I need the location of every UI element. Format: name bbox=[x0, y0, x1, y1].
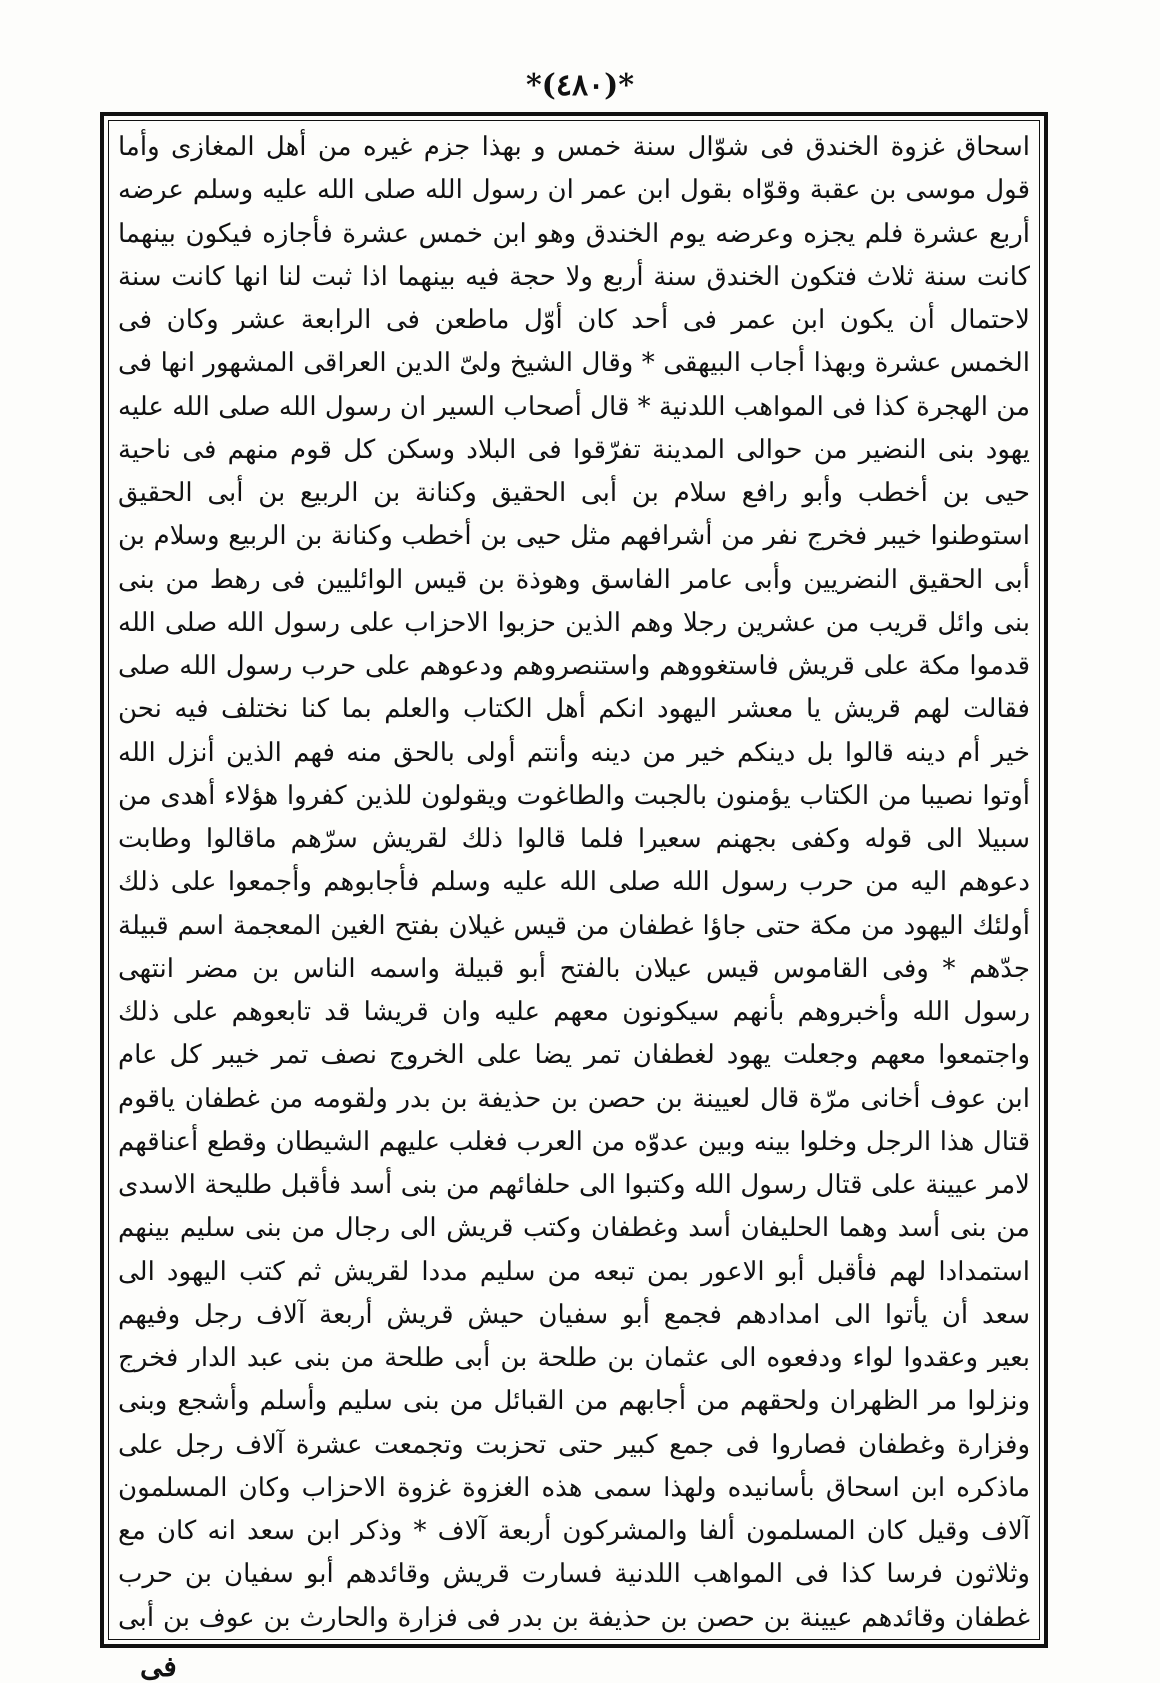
text-line: وثلاثون فرسا كذا فى المواهب اللدنية فسارت قريش وقائدهم أبو سفيان بن حرب bbox=[118, 1559, 1030, 1590]
text-line: بعير وعقدوا لواء ودفعوه الى عثمان بن طلحة بن أبى طلحة من بنى عبد الدار فخرج bbox=[118, 1343, 1030, 1373]
text-line: خير أم دينه قالوا بل دينكم خير من دينه وأنتم أولى بالحق منه فهم الذين أنزل الله bbox=[118, 737, 1030, 768]
text-line: رسول الله وأخبروهم بأنهم سيكونون معهم عليه وان قريشا قد تابعوهم على ذلك bbox=[118, 997, 1030, 1027]
text-line: سعد أن يأتوا الى امدادهم فجمع أبو سفيان حيش قريش أربعة آلاف رجل وفيهم bbox=[118, 1299, 1030, 1330]
page-number: *(٤٨٠)* bbox=[525, 68, 635, 103]
catchword: فى bbox=[140, 1650, 177, 1683]
text-line: كانت سنة ثلاث فتكون الخندق سنة أربع ولا حجة فيه بينهما اذا ثبت لنا انها كانت سنة bbox=[118, 261, 1030, 292]
text-line: جدّهم * وفى القاموس قيس عيلان بالفتح أبو قبيلة واسمه الناس بن مضر انتهى bbox=[118, 953, 1030, 984]
text-line: أربع عشرة فلم يجزه وعرضه يوم الخندق وهو ابن خمس عشرة فأجازه فيكون بينهما bbox=[118, 218, 1030, 249]
text-line: وفزارة وغطفان فصاروا فى جمع كبير حتى تحزبت وتجمعت عشرة آلاف رجل على bbox=[118, 1429, 1030, 1460]
text-line: دعوهم اليه من حرب رسول الله صلى الله عليه وسلم فأجابوهم وأجمعوا على ذلك bbox=[118, 867, 1030, 898]
text-line: من الهجرة كذا فى المواهب اللدنية * قال أصحاب السير ان رسول الله صلى الله عليه bbox=[118, 391, 1030, 422]
text-line: سبيلا الى قوله وكفى بجهنم سعيرا فلما قالوا ذلك لقريش سرّهم ماقالوا وطابت bbox=[118, 824, 1030, 854]
text-line: قدموا مكة على قريش فاستغووهم واستنصروهم ودعوهم على حرب رسول الله صلى bbox=[118, 651, 1030, 681]
text-line: اسحاق غزوة الخندق فى شوّال سنة خمس و بهذا جزم غيره من أهل المغازى وأما bbox=[118, 132, 1030, 162]
text-line: أبى الحقيق النضريين وأبى عامر الفاسق وهوذة بن قيس الوائليين فى رهط من بنى bbox=[118, 564, 1030, 595]
text-line: استوطنوا خيبر فخرج نفر من أشرافهم مثل حيى بن أخطب وكنانة بن الربيع وسلام بن bbox=[118, 521, 1030, 552]
text-line: حيى بن أخطب وأبو رافع سلام بن أبى الحقيق وكنانة بن الربيع بن أبى الحقيق bbox=[118, 478, 1030, 508]
text-line: الخمس عشرة وبهذا أجاب البيهقى * وقال الشيخ ولىّ الدين العراقى المشهور انها فى bbox=[118, 348, 1030, 379]
text-line: قول موسى بن عقبة وقوّاه بقول ابن عمر ان رسول الله صلى الله عليه وسلم عرضه bbox=[118, 175, 1030, 206]
text-line: من بنى أسد وهما الحليفان أسد وغطفان وكتب قريش الى رجال من بنى سليم بينهم bbox=[118, 1213, 1030, 1244]
text-line: يهود بنى النضير من حوالى المدينة تفرّقوا فى البلاد وسكن كل قوم منهم فى ناحية bbox=[118, 434, 1030, 465]
text-line: ونزلوا مر الظهران ولحقهم من أجابهم من القبائل من بنى سليم وأسلم وأشجع وبنى bbox=[118, 1386, 1030, 1417]
text-line: فقالت لهم قريش يا معشر اليهود انكم أهل الكتاب والعلم بما كنا نختلف فيه نحن bbox=[118, 694, 1030, 725]
text-line: أولئك اليهود من مكة حتى جاؤا غطفان من قيس غيلان بفتح الغين المعجمة اسم قبيلة bbox=[118, 910, 1030, 941]
text-line: واجتمعوا معهم وجعلت يهود لغطفان تمر يضا على الخروج نصف تمر خيبر كل عام bbox=[118, 1040, 1030, 1071]
text-line: لاحتمال أن يكون ابن عمر فى أحد كان أوّل ماطعن فى الرابعة عشر وكان فى bbox=[118, 305, 1030, 335]
text-line: ماذكره ابن اسحاق بأسانيده ولهذا سمى هذه الغزوة غزوة الاحزاب وكان المسلمون bbox=[118, 1472, 1030, 1503]
text-line: قتال هذا الرجل وخلوا بينه وبين عدوّه من العرب فغلب عليهم الشيطان وقطع أعناقهم bbox=[118, 1126, 1030, 1157]
text-line: لامر عيينة على قتال رسول الله وكتبوا الى حلفائهم من بنى أسد فأقبل طليحة الاسدى bbox=[118, 1170, 1030, 1200]
text-line: استمدادا لهم فأقبل أبو الاعور بمن تبعه من سليم مددا لقريش ثم كتب اليهود الى bbox=[118, 1256, 1030, 1287]
text-line: غطفان وقائدهم عيينة بن حصن بن حذيفة بن بدر فى فزارة والحارث بن عوف بن أبى bbox=[118, 1602, 1030, 1633]
main-text-block bbox=[118, 126, 1030, 1640]
text-line: ابن عوف أخانى مرّة قال لعيينة بن حصن بن حذيفة بن بدر ولقومه من غطفان ياقوم bbox=[118, 1083, 1030, 1114]
text-line: بنى وائل قريب من عشرين رجلا وهم الذين حزبوا الاحزاب على رسول الله صلى الله bbox=[118, 607, 1030, 638]
text-line: آلاف وقيل كان المسلمون ألفا والمشركون أربعة آلاف * وذكر ابن سعد انه كان مع bbox=[118, 1516, 1030, 1546]
text-line: أوتوا نصيبا من الكتاب يؤمنون بالجبت والطاغوت ويقولون للذين كفروا هؤلاء أهدى من bbox=[118, 780, 1030, 811]
